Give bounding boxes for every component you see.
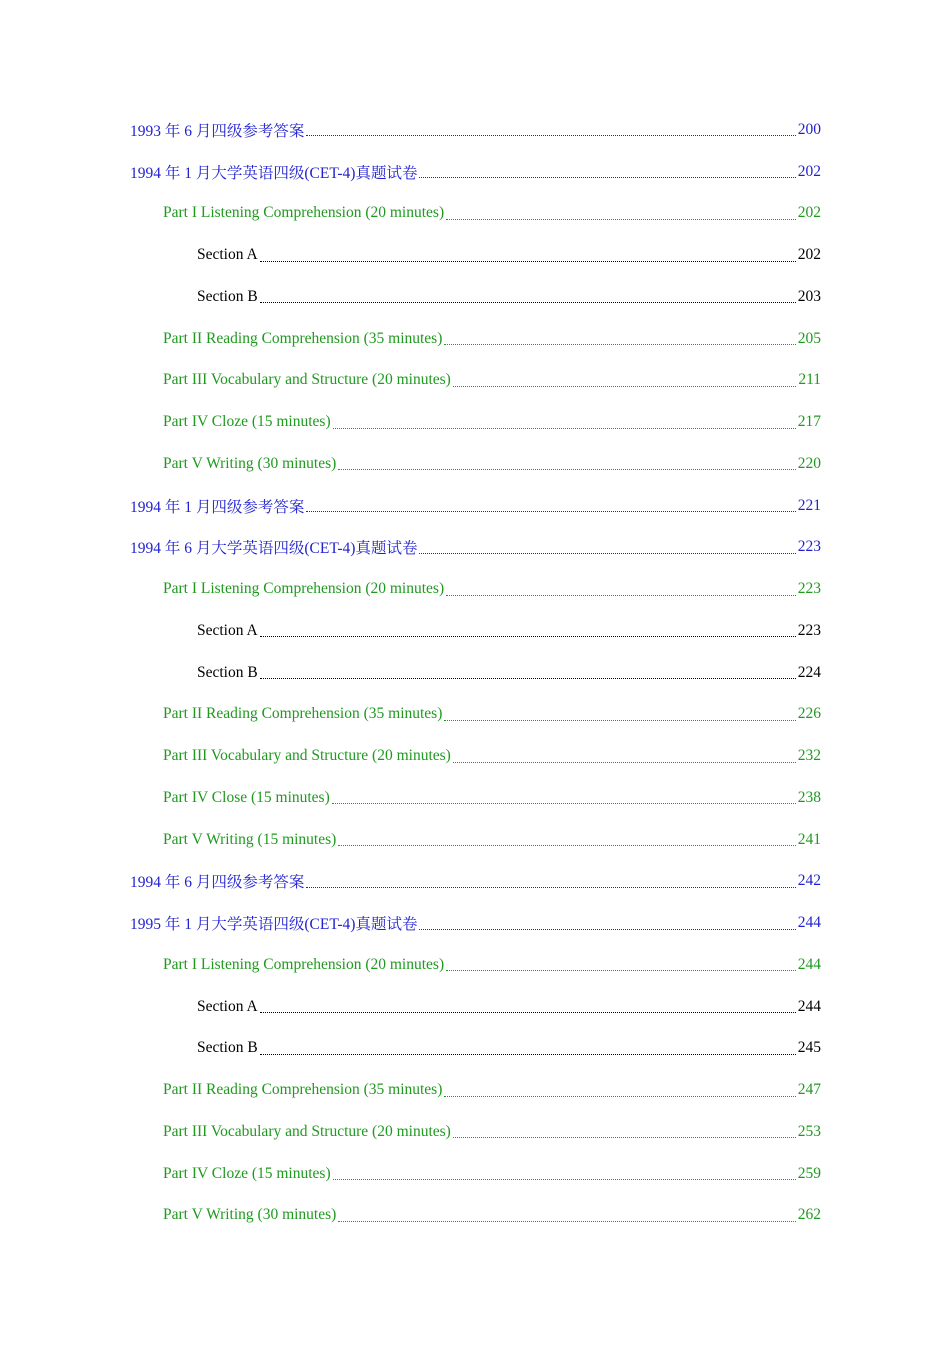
toc-dot-leader xyxy=(260,302,796,303)
toc-entry-page-number: 259 xyxy=(797,1164,821,1182)
toc-entry-title: Part III Vocabulary and Structure (20 minutes) xyxy=(163,1122,451,1140)
toc-entry-page-number: 200 xyxy=(797,120,821,138)
toc-entry-title: 1995 年 1 月大学英语四级(CET-4)真题试卷 xyxy=(130,916,418,934)
toc-entry-title: Part V Writing (15 minutes) xyxy=(163,830,337,848)
toc-dot-leader xyxy=(338,845,795,846)
toc-entry-page-number: 202 xyxy=(797,246,821,264)
toc-entry-level-2[interactable] xyxy=(0,694,952,736)
toc-entry-title: 1994 年 1 月四级参考答案 xyxy=(130,498,305,516)
toc-dot-leader xyxy=(333,1179,796,1180)
toc-dot-leader xyxy=(446,970,796,971)
toc-entry-title: Section B xyxy=(197,663,258,681)
toc-entry-level-2[interactable] xyxy=(0,443,952,485)
toc-entry-title: Section B xyxy=(197,1039,258,1057)
toc-entry-page-number: 244 xyxy=(797,914,821,932)
toc-entry-level-3[interactable] xyxy=(0,610,952,652)
toc-entry-page-number: 242 xyxy=(797,872,821,890)
toc-entry-title: Part I Listening Comprehension (20 minutes) xyxy=(163,955,445,973)
toc-entry-title: Part V Writing (30 minutes) xyxy=(163,1206,337,1224)
toc-entry-level-1[interactable] xyxy=(0,902,952,944)
toc-entry-title: Section B xyxy=(197,287,258,305)
toc-entry-level-1[interactable] xyxy=(0,151,952,193)
toc-entry-level-2[interactable] xyxy=(0,819,952,861)
toc-entry-page-number: 221 xyxy=(797,496,821,514)
toc-dot-leader xyxy=(260,636,796,637)
toc-dot-leader xyxy=(453,762,796,763)
toc-entry-page-number: 244 xyxy=(797,955,821,973)
toc-entry-level-3[interactable] xyxy=(0,652,952,694)
toc-dot-leader xyxy=(446,595,796,596)
toc-dot-leader xyxy=(306,887,795,888)
toc-entry-title: 1994 年 6 月大学英语四级(CET-4)真题试卷 xyxy=(130,540,418,558)
toc-entry-page-number: 220 xyxy=(797,454,821,472)
toc-dot-leader xyxy=(446,219,796,220)
toc-dot-leader xyxy=(419,929,795,930)
toc-entry-level-3[interactable] xyxy=(0,234,952,276)
toc-dot-leader xyxy=(419,553,795,554)
toc-entry-page-number: 223 xyxy=(797,580,821,598)
toc-entry-title: Part II Reading Comprehension (35 minutes) xyxy=(163,1081,443,1099)
toc-entry-title: Part V Writing (30 minutes) xyxy=(163,454,337,472)
toc-entry-level-2[interactable] xyxy=(0,360,952,402)
toc-entry-page-number: 232 xyxy=(797,747,821,765)
toc-entry-level-3[interactable] xyxy=(0,1028,952,1070)
toc-entry-level-2[interactable] xyxy=(0,401,952,443)
toc-entry-title: Part III Vocabulary and Structure (20 minutes) xyxy=(163,747,451,765)
toc-entry-title: Part II Reading Comprehension (35 minutes) xyxy=(163,329,443,347)
toc-entry-page-number: 238 xyxy=(797,788,821,806)
toc-entry-level-1[interactable] xyxy=(0,861,952,903)
toc-entry-level-2[interactable] xyxy=(0,1111,952,1153)
toc-dot-leader xyxy=(419,177,795,178)
toc-entry-level-2[interactable] xyxy=(0,777,952,819)
toc-entry-level-1[interactable] xyxy=(0,527,952,569)
toc-dot-leader xyxy=(260,678,796,679)
toc-entry-title: Section A xyxy=(197,246,258,264)
toc-entry-page-number: 253 xyxy=(797,1122,821,1140)
toc-entry-page-number: 211 xyxy=(798,371,821,389)
toc-dot-leader xyxy=(306,511,795,512)
toc-entry-title: Section A xyxy=(197,621,258,639)
toc-entry-page-number: 202 xyxy=(797,162,821,180)
toc-entry-page-number: 262 xyxy=(797,1206,821,1224)
table-of-contents xyxy=(0,109,952,1236)
toc-entry-page-number: 217 xyxy=(797,413,821,431)
toc-dot-leader xyxy=(332,803,796,804)
toc-dot-leader xyxy=(444,344,795,345)
toc-dot-leader xyxy=(338,469,795,470)
toc-entry-page-number: 226 xyxy=(797,705,821,723)
toc-dot-leader xyxy=(260,1054,796,1055)
toc-dot-leader xyxy=(453,386,796,387)
toc-entry-page-number: 224 xyxy=(797,663,821,681)
toc-entry-page-number: 245 xyxy=(797,1039,821,1057)
toc-entry-page-number: 223 xyxy=(797,621,821,639)
toc-entry-title: 1994 年 1 月大学英语四级(CET-4)真题试卷 xyxy=(130,164,418,182)
toc-entry-page-number: 223 xyxy=(797,538,821,556)
toc-entry-level-2[interactable] xyxy=(0,944,952,986)
toc-entry-page-number: 244 xyxy=(797,997,821,1015)
toc-entry-level-2[interactable] xyxy=(0,193,952,235)
toc-entry-level-2[interactable] xyxy=(0,1195,952,1237)
toc-entry-level-2[interactable] xyxy=(0,568,952,610)
toc-entry-page-number: 203 xyxy=(797,287,821,305)
toc-dot-leader xyxy=(260,261,796,262)
toc-entry-level-3[interactable] xyxy=(0,986,952,1028)
toc-entry-title: Part III Vocabulary and Structure (20 minutes) xyxy=(163,371,451,389)
toc-entry-level-2[interactable] xyxy=(0,735,952,777)
toc-entry-title: Part I Listening Comprehension (20 minutes) xyxy=(163,580,445,598)
toc-entry-level-2[interactable] xyxy=(0,318,952,360)
toc-dot-leader xyxy=(444,720,795,721)
toc-dot-leader xyxy=(306,135,795,136)
toc-entry-title: 1994 年 6 月四级参考答案 xyxy=(130,874,305,892)
toc-entry-level-2[interactable] xyxy=(0,1069,952,1111)
toc-entry-level-2[interactable] xyxy=(0,1153,952,1195)
toc-entry-title: Section A xyxy=(197,997,258,1015)
toc-entry-level-3[interactable] xyxy=(0,276,952,318)
toc-entry-page-number: 205 xyxy=(797,329,821,347)
toc-dot-leader xyxy=(260,1012,796,1013)
toc-dot-leader xyxy=(338,1221,795,1222)
toc-entry-page-number: 202 xyxy=(797,204,821,222)
toc-entry-title: Part I Listening Comprehension (20 minutes) xyxy=(163,204,445,222)
toc-entry-title: 1993 年 6 月四级参考答案 xyxy=(130,122,305,140)
toc-entry-title: Part IV Cloze (15 minutes) xyxy=(163,1164,331,1182)
toc-entry-level-1[interactable] xyxy=(0,109,952,151)
toc-dot-leader xyxy=(444,1096,795,1097)
toc-entry-title: Part IV Close (15 minutes) xyxy=(163,788,330,806)
toc-entry-page-number: 241 xyxy=(797,830,821,848)
toc-dot-leader xyxy=(453,1137,796,1138)
toc-entry-page-number: 247 xyxy=(797,1081,821,1099)
toc-entry-level-1[interactable] xyxy=(0,485,952,527)
toc-dot-leader xyxy=(333,428,796,429)
toc-entry-title: Part IV Cloze (15 minutes) xyxy=(163,413,331,431)
toc-entry-title: Part II Reading Comprehension (35 minutes) xyxy=(163,705,443,723)
